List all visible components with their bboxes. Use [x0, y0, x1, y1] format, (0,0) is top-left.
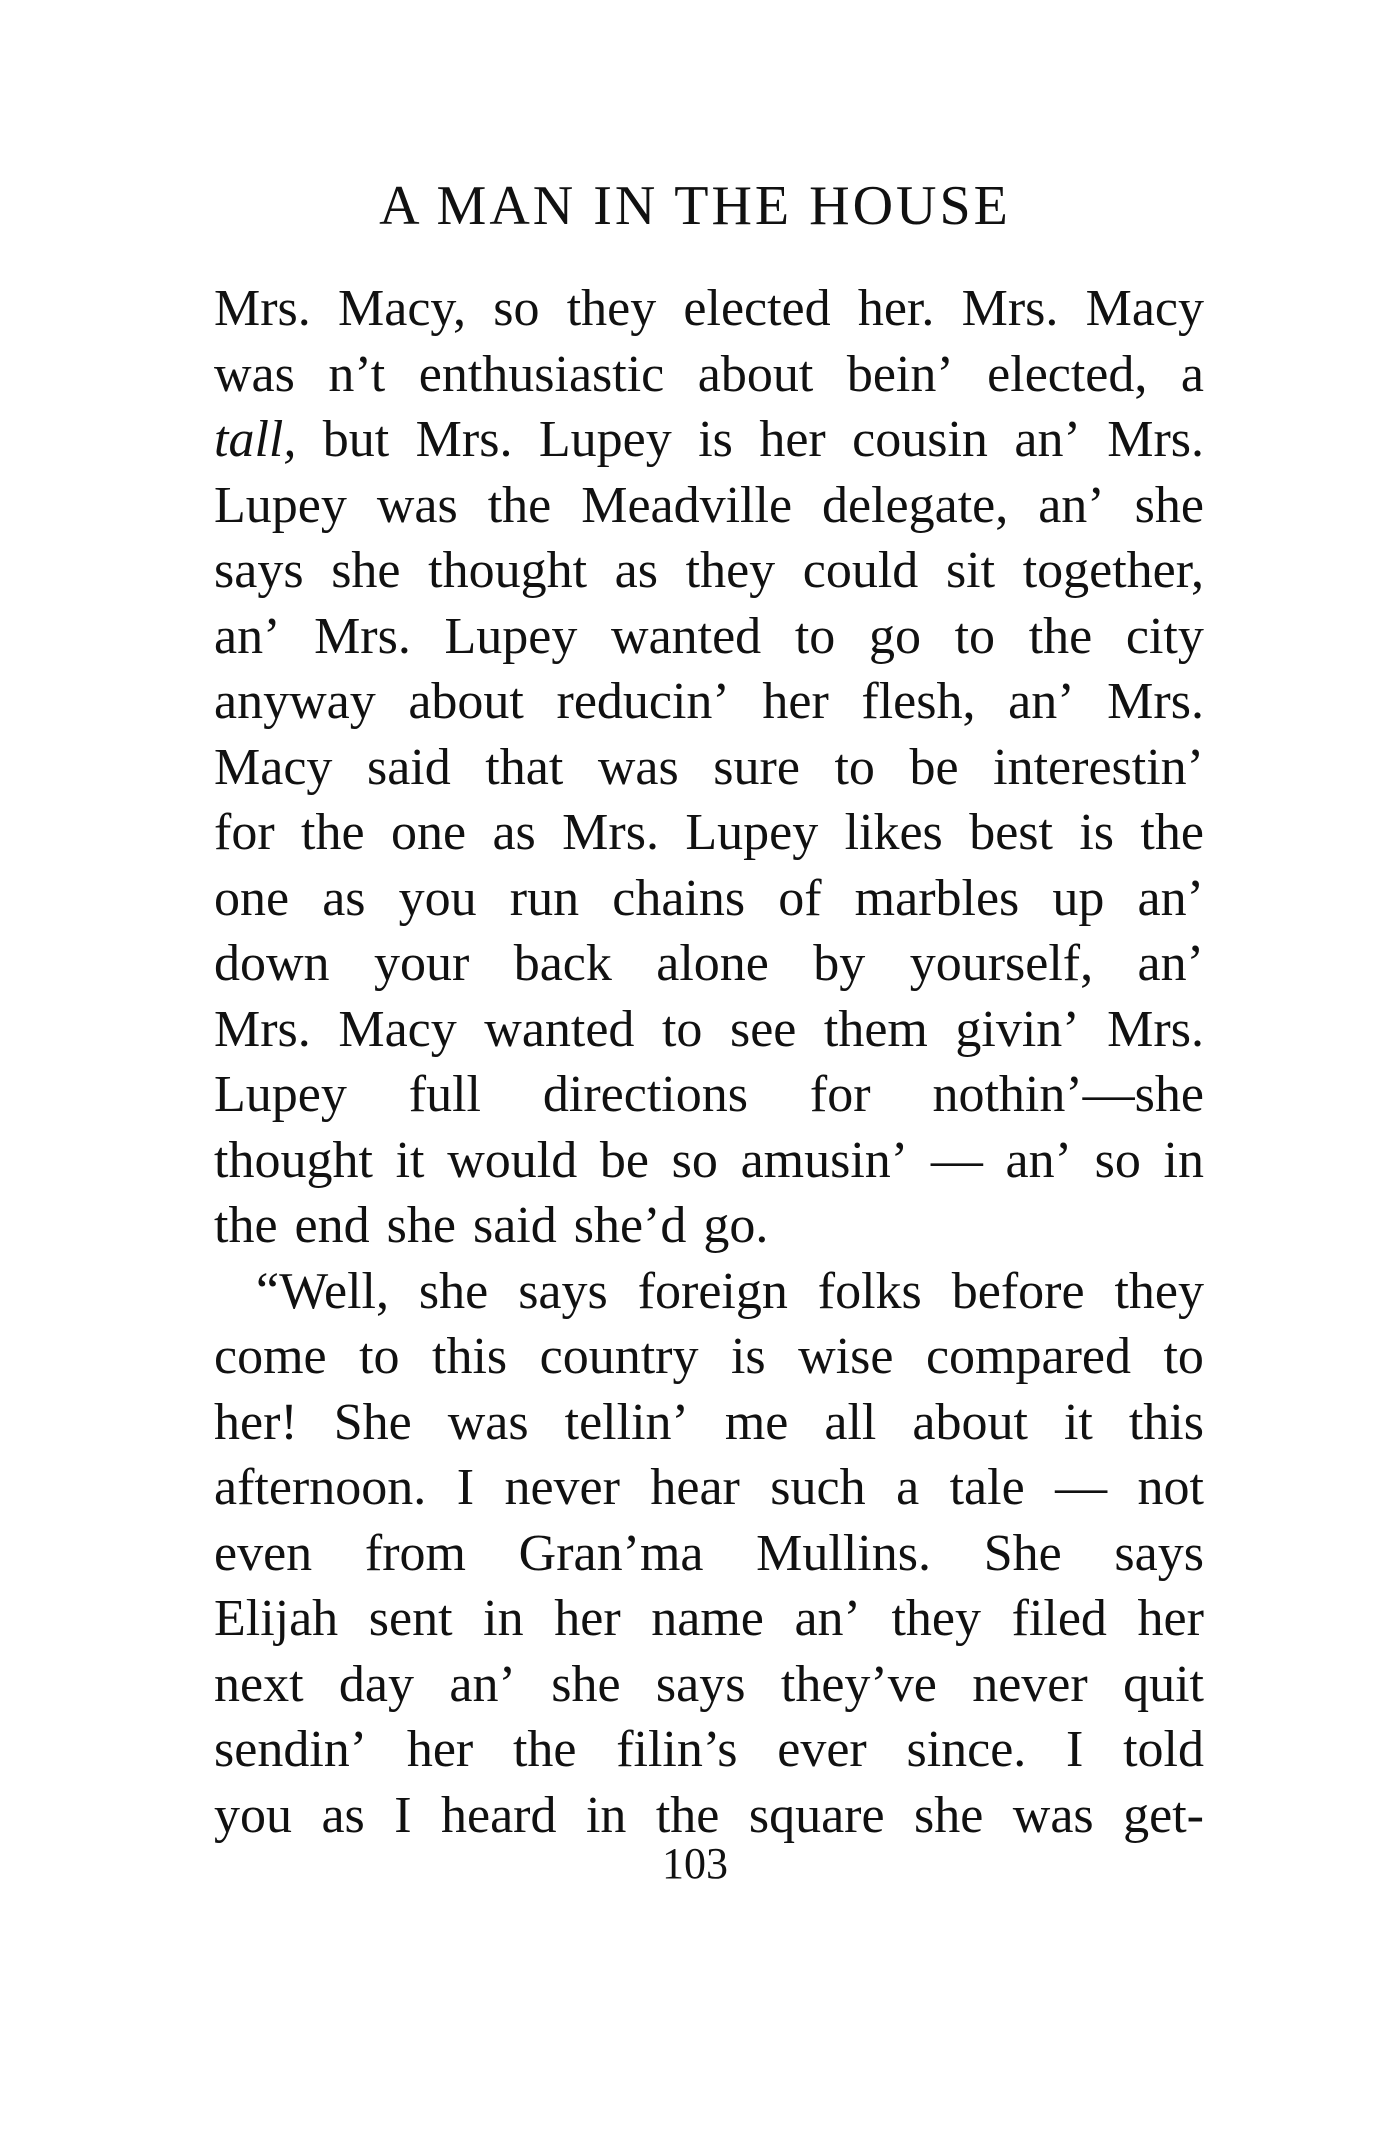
word: as: [321, 1786, 365, 1844]
word: Lupey: [685, 804, 819, 861]
word: alone: [656, 935, 769, 992]
word: so: [493, 280, 540, 337]
word: quit: [1123, 1655, 1204, 1713]
word: in: [585, 1786, 627, 1844]
text-line: [214, 476, 1204, 546]
word: afternoon.: [214, 1459, 427, 1516]
word: before: [951, 1262, 1085, 1320]
word: she’d: [573, 1197, 687, 1254]
text-line: [214, 607, 1204, 677]
word: up: [1052, 869, 1105, 927]
word: Lupey: [538, 411, 672, 468]
word: you: [398, 869, 477, 927]
word: Mrs.: [214, 280, 311, 337]
word: says: [655, 1655, 746, 1713]
word: your: [373, 935, 470, 992]
word: was: [376, 476, 458, 534]
word: country: [539, 1328, 699, 1385]
word: her.: [857, 280, 935, 337]
word: Mrs.: [1107, 411, 1204, 468]
word: a: [896, 1459, 920, 1516]
word: the: [1140, 804, 1204, 861]
word: likes: [844, 804, 943, 861]
word: an’: [1008, 673, 1075, 730]
word: an’: [794, 1590, 861, 1647]
word: one: [214, 869, 290, 927]
word: tale: [949, 1459, 1025, 1516]
word: elected,: [987, 345, 1148, 403]
word: that: [485, 738, 564, 796]
word: says: [1114, 1524, 1204, 1582]
word: an’: [1038, 476, 1105, 534]
word: them: [823, 1000, 928, 1058]
word: interestin’: [993, 738, 1204, 796]
word: as: [322, 869, 366, 927]
word: so: [1094, 1131, 1141, 1189]
word: to: [1163, 1328, 1204, 1385]
text-line: [214, 1066, 1204, 1135]
word: this: [1128, 1393, 1204, 1451]
word: filed: [1011, 1590, 1107, 1647]
word: end: [294, 1197, 370, 1254]
word: Mrs.: [415, 411, 513, 468]
word: back: [513, 935, 612, 992]
word: even: [214, 1524, 313, 1582]
text-line: [214, 1524, 1204, 1594]
word: see: [729, 1000, 797, 1058]
word: an’: [1014, 411, 1081, 468]
word: such: [770, 1459, 866, 1516]
word: best: [969, 804, 1053, 861]
word: chains: [612, 869, 746, 927]
word: wanted: [484, 1000, 635, 1058]
word: me: [724, 1393, 789, 1451]
word: Mrs.: [1107, 673, 1204, 730]
word: come: [214, 1328, 327, 1385]
word: told: [1123, 1721, 1204, 1778]
word: her: [762, 673, 829, 730]
word: you: [214, 1786, 292, 1844]
text-line: [214, 1197, 1204, 1266]
word: day: [338, 1655, 415, 1713]
word: from: [364, 1524, 466, 1582]
word: to: [661, 1000, 703, 1058]
word: —: [1055, 1459, 1108, 1516]
word: in: [483, 1590, 524, 1647]
word: flesh,: [861, 673, 976, 730]
text-line: [214, 869, 1204, 939]
word: in: [1163, 1131, 1204, 1189]
text-line: [214, 1131, 1204, 1201]
word: she: [418, 1262, 489, 1320]
word: get-: [1123, 1786, 1204, 1844]
word: of: [778, 869, 822, 927]
word: Macy: [1085, 280, 1204, 337]
word: they: [685, 542, 776, 599]
text-line: [214, 280, 1204, 349]
word: wise: [798, 1328, 894, 1385]
word: for: [214, 804, 275, 861]
word: was: [597, 738, 679, 796]
italic-word: tall,: [214, 411, 297, 468]
word: not: [1137, 1459, 1204, 1516]
word: the: [487, 476, 552, 534]
word: an’: [1005, 1131, 1072, 1189]
text-line: [214, 1328, 1204, 1397]
word: Mrs.: [1107, 1000, 1204, 1058]
word: since.: [906, 1721, 1027, 1778]
word: is: [698, 411, 733, 468]
text-line: [214, 1262, 1204, 1332]
word: n’t: [328, 345, 386, 403]
text-line: [214, 804, 1204, 873]
word: Mrs.: [314, 607, 411, 665]
word: said: [366, 738, 451, 796]
word: Elijah: [214, 1590, 339, 1647]
word: Mrs.: [961, 280, 1059, 337]
word: Meadville: [581, 476, 793, 534]
word: the: [512, 1721, 577, 1778]
text-line: [214, 345, 1204, 415]
word: be: [599, 1131, 649, 1189]
word: her: [406, 1721, 474, 1778]
text-line: [214, 1393, 1204, 1463]
word: anyway: [214, 673, 376, 730]
word: the: [214, 1197, 278, 1254]
word: tellin’: [564, 1393, 689, 1451]
running-header: A MAN IN THE HOUSE: [379, 175, 1011, 237]
word: city: [1125, 607, 1204, 665]
word: elected: [683, 280, 831, 337]
word: they: [1114, 1262, 1204, 1320]
word: an’: [449, 1655, 516, 1713]
text-line: [214, 935, 1204, 1004]
word: ever: [777, 1721, 867, 1778]
word: Lupey: [444, 607, 578, 665]
word: cousin: [852, 411, 988, 468]
word: directions: [542, 1066, 748, 1123]
word: wanted: [611, 607, 762, 665]
text-line: [214, 411, 1204, 480]
word: together,: [1022, 542, 1204, 599]
word: about: [697, 345, 814, 403]
word: by: [813, 935, 866, 992]
word: She: [983, 1524, 1062, 1582]
word: yourself,: [909, 935, 1094, 992]
word: thought: [428, 542, 588, 599]
word: be: [909, 738, 959, 796]
word: she: [914, 1786, 984, 1844]
word: was: [214, 345, 295, 403]
word: delegate,: [822, 476, 1009, 534]
word: they: [566, 280, 657, 337]
word: —: [930, 1131, 983, 1189]
word: an’: [214, 607, 281, 665]
word: foreign: [637, 1262, 788, 1320]
word: run: [509, 869, 580, 927]
word: they: [891, 1590, 982, 1647]
word: square: [748, 1786, 885, 1844]
word: down: [214, 935, 330, 992]
text-line: [214, 738, 1204, 808]
word: her: [759, 411, 826, 468]
word: nothin’—she: [932, 1066, 1204, 1123]
word: they’ve: [780, 1655, 937, 1713]
word: reducin’: [556, 673, 730, 730]
word: to: [794, 607, 836, 665]
word: she: [331, 542, 401, 599]
word: it: [1063, 1393, 1093, 1451]
word: never: [504, 1459, 620, 1516]
page-number: 103: [662, 1839, 728, 1888]
word: Gran’ma: [518, 1524, 704, 1582]
word: go.: [703, 1197, 769, 1254]
word: was: [1012, 1786, 1094, 1844]
word: marbles: [854, 869, 1020, 927]
word: this: [432, 1328, 508, 1385]
word: sure: [713, 738, 800, 796]
word: givin’: [955, 1000, 1080, 1058]
word: full: [408, 1066, 481, 1123]
word: next: [214, 1655, 304, 1713]
word: Macy: [214, 738, 333, 796]
word: compared: [925, 1328, 1131, 1385]
word: as: [492, 804, 536, 861]
word: she: [1134, 476, 1204, 534]
word: a: [1180, 345, 1204, 403]
text-line: [214, 673, 1204, 742]
body-text: [214, 280, 1204, 1855]
word: “Well,: [256, 1262, 389, 1320]
word: I: [456, 1459, 475, 1516]
word: so: [671, 1131, 718, 1189]
word: her!: [214, 1393, 298, 1451]
word: to: [359, 1328, 400, 1385]
word: about: [912, 1393, 1028, 1451]
word: could: [802, 542, 919, 599]
word: says: [518, 1262, 608, 1320]
word: she: [551, 1655, 621, 1713]
word: folks: [817, 1262, 922, 1320]
text-line: [214, 1721, 1204, 1790]
word: the: [655, 1786, 720, 1844]
word: heard: [441, 1786, 557, 1844]
word: is: [730, 1328, 766, 1385]
word: but: [322, 411, 390, 468]
word: Lupey: [214, 476, 347, 534]
word: as: [614, 542, 658, 599]
word: go: [868, 607, 921, 665]
text-line: [214, 1459, 1204, 1528]
word: sent: [368, 1590, 453, 1647]
word: Macy,: [338, 280, 467, 337]
word: said: [472, 1197, 557, 1254]
word: filin’s: [616, 1721, 738, 1778]
word: an’: [1137, 935, 1204, 992]
word: Macy: [338, 1000, 457, 1058]
word: to: [954, 607, 996, 665]
word: amusin’: [740, 1131, 909, 1189]
text-line: [214, 1590, 1204, 1659]
word: never: [972, 1655, 1088, 1713]
word: hear: [650, 1459, 740, 1516]
word: one: [390, 804, 467, 861]
text-line: [214, 1000, 1204, 1070]
word: it: [395, 1131, 425, 1189]
word: sendin’: [214, 1721, 368, 1778]
word: her: [1137, 1590, 1204, 1647]
word: enthusiastic: [418, 345, 665, 403]
word: is: [1079, 804, 1115, 861]
word: about: [408, 673, 524, 730]
word: the: [301, 804, 365, 861]
word: Mrs.: [562, 804, 659, 861]
word: sit: [945, 542, 996, 599]
word: says: [214, 542, 304, 599]
word: she: [386, 1197, 456, 1254]
word: an’: [1137, 869, 1204, 927]
word: her: [554, 1590, 621, 1647]
word: She: [333, 1393, 412, 1451]
word: for: [809, 1066, 871, 1123]
text-line: [214, 1655, 1204, 1725]
text-line: [214, 542, 1204, 611]
word: name: [651, 1590, 764, 1647]
word: would: [447, 1131, 578, 1189]
word: thought: [214, 1131, 373, 1189]
word: the: [1028, 607, 1093, 665]
word: I: [394, 1786, 412, 1844]
word: to: [834, 738, 875, 796]
word: all: [824, 1393, 877, 1451]
word: Mrs.: [214, 1000, 311, 1058]
word: Mullins.: [756, 1524, 931, 1582]
word: bein’: [846, 345, 954, 403]
word: I: [1066, 1721, 1084, 1778]
word: was: [447, 1393, 529, 1451]
word: Lupey: [214, 1066, 347, 1123]
